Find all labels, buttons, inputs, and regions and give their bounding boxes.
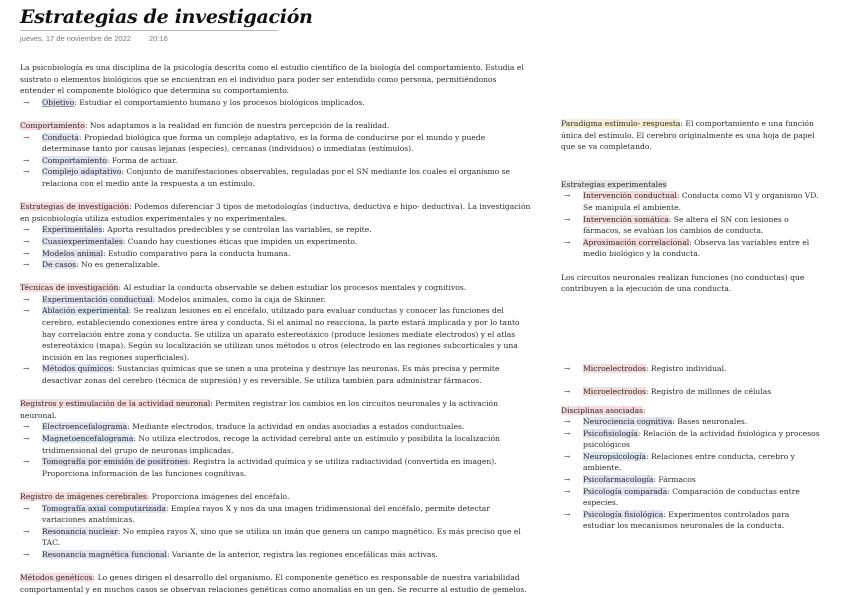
definition: : Comparación de conductas entre especies. [583, 486, 800, 508]
definition: : Registro individual. [645, 363, 727, 373]
arrow-right-icon: → [564, 509, 571, 519]
arrow-right-icon: → [564, 451, 571, 461]
term: Electroencefalograma [42, 422, 128, 432]
definition: : Conjunto de manifestaciones observables, reguladas por el SN mediante los cuales el organismo se relaciona con el medio ante la respuesta a un estímulo. [42, 167, 511, 188]
page-title: Estrategias de investigación [20, 6, 313, 28]
definition: : No utiliza electrodos, recoge la actividad cerebral ante un estímulo y posibilita la localización tridimensional del grupo de neuronas implicadas. [42, 434, 500, 455]
definition: : Registra la actividad química y se utiliza radiactividad (convertida en imagen). Proporciona información de las funciones cognitivas. [42, 457, 497, 478]
section-text: : Proporciona imágenes del encéfalo. [146, 491, 290, 501]
term: Neurociencia cognitiva [583, 417, 673, 427]
term: Microelectrodos [583, 363, 646, 373]
term: Aproximación correlacional [583, 237, 690, 247]
term: Comportamiento [42, 155, 107, 165]
arrow-right-icon: → [564, 191, 571, 201]
arrow-right-icon: → [564, 386, 571, 396]
left-column [20, 62, 532, 595]
list-item [561, 214, 823, 237]
arrow-right-icon: → [23, 526, 30, 536]
term: Modelos animal [42, 248, 104, 258]
arrow-right-icon: → [23, 457, 30, 467]
list-item [561, 486, 823, 509]
list-item [20, 526, 532, 549]
arrow-right-icon: → [23, 294, 30, 304]
list-item [20, 132, 532, 155]
list-item [561, 386, 823, 398]
section-comportamiento [20, 120, 532, 132]
definition: : Se altera el SN con lesiones o fármacos, se evalúan los cambios de conducta. [583, 214, 789, 236]
list-item [20, 248, 532, 260]
list-item [561, 363, 823, 375]
definition: : Experimentos controlados para estudiar los mecanismos neuronales de la conducta. [583, 509, 790, 531]
term: Psicología comparada [583, 486, 668, 496]
arrow-right-icon: → [564, 363, 571, 373]
section-text: : Permiten registrar los cambios en los circuitos neuronales y la activación neuronal. [20, 399, 498, 420]
section-heading: Registro de imágenes cerebrales [20, 491, 147, 501]
term: De casos [42, 260, 77, 270]
section-text: : El comportamiento e una función única del estímulo. El cerebro originalmente es una hoja de papel que se va completando. [561, 119, 815, 152]
intro-paragraph: La psicobiología es una disciplina de la psicología descrita como el estudio científico de la biología del comportamiento. Estudia el sustrato o elementos biológicos que se encuentran en el individuo para poder ser entendido como persona, permitiéndonos entender el componente biológico que determina su comportamiento. [20, 63, 524, 96]
section-tecnicas [20, 282, 532, 294]
arrow-right-icon: → [23, 503, 30, 513]
list-item [20, 456, 532, 479]
section-paradigma [561, 118, 823, 153]
note-time: 20:16 [149, 34, 168, 43]
term: Resonancia nuclear [42, 526, 118, 536]
section-heading: Métodos genéticos [20, 573, 93, 583]
arrow-right-icon: → [564, 486, 571, 496]
term: Cuasiexperimentales [42, 236, 123, 246]
definition: : Emplea rayos X y nos da una imagen tridimensional del encéfalo, permite detectar variaciones anatómicas. [42, 503, 490, 525]
list-item [20, 155, 532, 167]
arrow-right-icon: → [23, 364, 30, 374]
definition: : Forma de actuar. [106, 155, 178, 165]
term: Experimentales [42, 225, 103, 235]
term: Objetivo [42, 97, 75, 107]
term: Psicofarmacología [583, 475, 654, 485]
right-column [561, 118, 823, 532]
section-text: : Nos adaptamos a la realidad en función de nuestra percepción de la realidad. [84, 120, 390, 130]
term: Intervención somática [583, 214, 669, 224]
arrow-right-icon: → [564, 428, 571, 438]
section-text: : Podemos diferenciar 3 tipos de metodologías (inductiva, deductiva e hipo- deductiva). La investigación en psicobiología utiliza estudios experimentales y no experimentales. [20, 202, 531, 223]
term: Psicofisiología [583, 428, 638, 438]
term: Neuropsicología [583, 451, 647, 461]
title-divider [20, 30, 278, 31]
list-item [561, 428, 823, 451]
list-item [561, 474, 823, 486]
definition: : Fármacos [653, 475, 696, 485]
definition: : Bases neuronales. [672, 417, 748, 427]
arrow-right-icon: → [23, 236, 30, 246]
section-imagenes [20, 491, 532, 503]
term: Complejo adaptativo [42, 167, 122, 177]
arrow-right-icon: → [23, 155, 30, 165]
term: Tomografía axial computarizada [42, 503, 166, 513]
section-geneticos [20, 572, 532, 595]
list-item [20, 259, 532, 271]
note-timestamp [20, 34, 184, 43]
section-heading: Comportamiento [20, 120, 85, 130]
list-item [561, 416, 823, 428]
list-item [561, 509, 823, 532]
list-item [20, 433, 532, 456]
definition: : Aporta resultados predecibles y se controlan las variables, se repite. [102, 225, 372, 235]
definition: : No emplea rayos X, sino que se utiliza un imán que genera un campo magnético. Es más preciso que el TAC. [42, 526, 521, 548]
definition: : Relaciones entre conducta, cerebro y ambiente. [583, 451, 795, 473]
section-estrategias-experimentales [561, 179, 823, 191]
section-text: : Al estudiar la conducta observable se deben estudiar los procesos mentales y cognitivos. [118, 283, 467, 293]
section-heading: Estrategias de investigación [20, 202, 130, 212]
list-item [20, 97, 532, 109]
definition: : Estudio comparativo para la conducta humana. [103, 248, 291, 258]
term: Intervención conductual [583, 191, 677, 201]
definition: : Sustancias químicas que se unen a una proteína y destruye las neuronas. Es más precisa y permite desactivar zonas del cerebro (técnica de supresión) y es reversible. Se utiliza también para administrar fármacos. [42, 364, 500, 386]
list-item [20, 294, 532, 306]
definition: : Estudiar el comportamiento humano y los procesos biológicos implicados. [74, 97, 365, 107]
definition: : Variante de la anterior, registra las regiones encefálicas más activas. [166, 549, 438, 559]
arrow-right-icon: → [564, 214, 571, 224]
definition: : No es generalizable. [76, 260, 161, 270]
arrow-right-icon: → [23, 167, 30, 177]
term: Métodos químicos [42, 364, 113, 374]
section-heading: Estrategias experimentales [561, 179, 667, 189]
section-heading: Paradigma estímulo- respuesta [561, 119, 681, 128]
list-item [20, 236, 532, 248]
section-disciplinas [561, 405, 823, 417]
arrow-right-icon: → [23, 260, 30, 270]
definition: : Conducta como VI y organismo VD. Se manipula el ambiente. [583, 191, 819, 212]
definition: : Registro de millones de células [645, 386, 772, 396]
term: Resonancia magnética funcional [42, 549, 167, 559]
section-text: : Lo genes dirigen el desarrollo del organismo. El componente genético es responsable de nuestra variabilidad comportamental y en muchos casos se observan relaciones genéticas como anomalías en un gen. Se recurre al estudio de gemelos. [20, 573, 527, 594]
section-heading: Técnicas de investigación [20, 283, 119, 293]
arrow-right-icon: → [23, 132, 30, 142]
term: Magnetoencefalograma [42, 434, 134, 443]
arrow-right-icon: → [564, 475, 571, 485]
list-item [20, 503, 532, 526]
term: Experimentación conductual [42, 294, 153, 304]
section-heading: Registros y estimulación de la actividad neuronal [20, 399, 211, 409]
list-item [20, 549, 532, 561]
arrow-right-icon: → [23, 422, 30, 432]
list-item [20, 166, 532, 189]
list-item [20, 421, 532, 433]
arrow-right-icon: → [564, 417, 571, 427]
definition: : Modelos animales, como la caja de Skinner. [152, 294, 326, 304]
circuitos-paragraph: Los circuitos neuronales realizan funciones (no conductas) que contribuyen a la ejecución de una conducta. [561, 272, 805, 294]
definition: : Mediante electrodos, traduce la actividad en ondas asociadas a estados conductuales. [127, 422, 465, 432]
section-suffix: : [643, 405, 646, 415]
term: Microelectrodos [583, 386, 646, 396]
term: Conducta [42, 132, 79, 142]
list-item [561, 190, 823, 213]
arrow-right-icon: → [23, 225, 30, 235]
arrow-right-icon: → [23, 434, 30, 443]
definition: : Propiedad biológica que forma un complejo adaptativo, es la forma de conducirse por el mundo y puede determinase tanto por causas lejanas (especies), cercanas (individuos) o inmediatas (estímulos). [42, 132, 486, 154]
arrow-right-icon: → [564, 237, 571, 247]
list-item [20, 305, 532, 363]
note-date: jueves, 17 de noviembre de 2022 [20, 34, 131, 43]
section-estrategias [20, 201, 532, 224]
definition: : Relación de la actividad fisiológica y procesos psicológicos [583, 428, 820, 450]
arrow-right-icon: → [23, 306, 30, 316]
definition: : Se realizan lesiones en el encéfalo, utilizado para evaluar conductas y conocer las funciones del cerebro, estableciendo conexiones entre área y conducta. Si el animal no reacciona, la parte estará implicada y por lo tanto hay correlación entre zona y conducta. Se utiliza un aparato estereotáxico (produce lesiones mediate electrodos) y el atlas estereotáxico (mapa). Según su localización se utilizan unos métodos u otros (electrodo en las regiones subcorticales y una incisión en las regiones superficiales). [42, 306, 520, 362]
arrow-right-icon: → [23, 549, 30, 559]
term: Psicología fisiológica [583, 509, 664, 519]
arrow-right-icon: → [23, 248, 30, 258]
definition: : Cuando hay cuestiones éticas que impiden un experimento. [122, 236, 358, 246]
list-item [20, 224, 532, 236]
definition: : Observa las variables entre el medio biológico y la conducta. [583, 237, 810, 259]
section-heading: Disciplinas asociadas [561, 405, 644, 415]
list-item [561, 237, 823, 260]
term: Tomografía por emisión de positrones [42, 457, 188, 467]
section-registros [20, 398, 532, 421]
list-item [20, 363, 532, 386]
term: Ablación experimental [42, 306, 129, 316]
arrow-right-icon: → [23, 97, 30, 107]
list-item [561, 451, 823, 474]
